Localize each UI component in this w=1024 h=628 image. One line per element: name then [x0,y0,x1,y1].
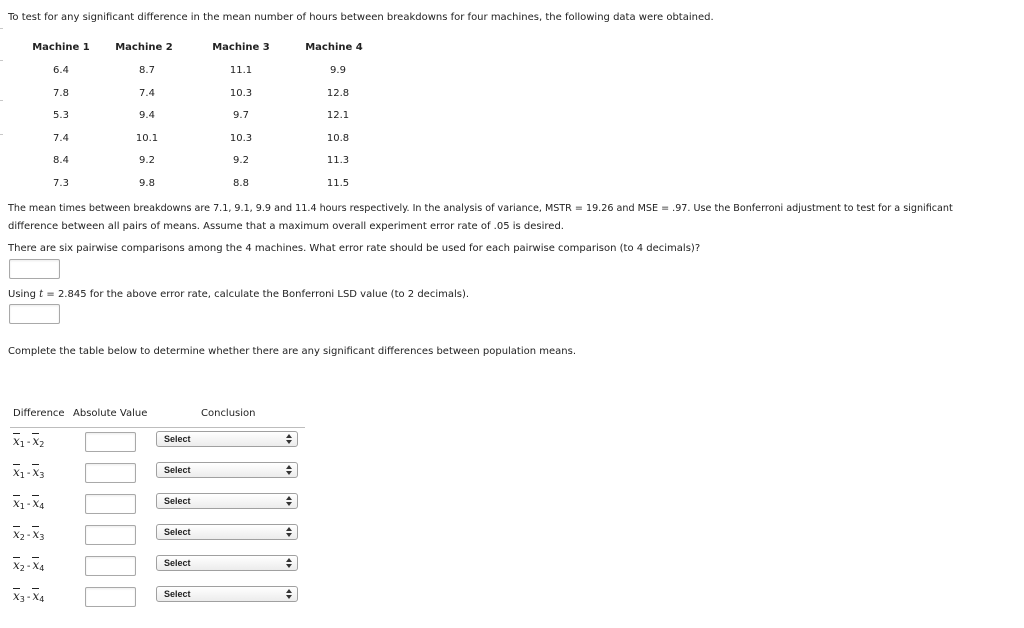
difference-label [13,434,44,448]
absolute-value-input[interactable] [85,587,136,607]
means-paragraph-line-1: The mean times between breakdowns are 7.1, 9.1, 9.9 and 11.4 hours respectively. In the analysis of variance, MSTR = 19.26 and MSE = .97. Use the Bonferroni adjustment to test for a significant [8,203,953,214]
table-cell: 12.1 [326,110,350,121]
header-machine-2: Machine 2 [115,42,173,53]
xbar-symbol: x [13,558,20,572]
absolute-value-input[interactable] [85,494,136,514]
left-margin-rule [0,0,3,628]
table-cell: 8.8 [233,178,249,189]
lsd-question [8,289,469,300]
difference-label [13,558,44,572]
up-down-arrow-icon [286,558,292,568]
table-cell: 9.4 [139,110,155,121]
xbar-symbol: x [32,496,40,510]
lsd-value-input[interactable] [9,304,60,324]
xbar-symbol: x [32,527,40,541]
table-cell: 9.8 [139,178,155,189]
error-rate-question: There are six pairwise comparisons among the 4 machines. What error rate should be used for each pairwise comparison (to 4 decimals)? [8,243,701,254]
xbar-symbol: x [32,465,40,479]
table-cell: 9.9 [330,65,346,76]
subscript: 2 [39,440,45,449]
conclusion-select[interactable] [156,462,298,478]
column-header-absolute-value: Absolute Value [73,408,148,419]
conclusion-select[interactable] [156,524,298,540]
minus-sign: - [26,468,31,479]
table-cell: 11.1 [229,65,253,76]
table-cell: 10.8 [326,133,350,144]
absolute-value-input[interactable] [85,432,136,452]
absolute-value-input[interactable] [85,463,136,483]
table-cell: 8.4 [53,155,69,166]
minus-sign: - [26,499,31,510]
table-cell: 11.5 [326,178,350,189]
minus-sign: - [26,437,31,448]
error-rate-input[interactable] [9,259,60,279]
select-label: Select [164,496,191,506]
subscript: 4 [39,564,45,573]
subscript: 3 [19,595,25,604]
up-down-arrow-icon [286,589,292,599]
header-machine-3: Machine 3 [212,42,270,53]
absolute-value-input[interactable] [85,556,136,576]
xbar-symbol: x [13,527,20,541]
conclusion-select[interactable] [156,586,298,602]
subscript: 4 [39,595,45,604]
up-down-arrow-icon [286,496,292,506]
xbar-symbol: x [13,496,20,510]
table-cell: 10.3 [229,133,253,144]
subscript: 1 [19,502,25,511]
lsd-question-post: = 2.845 for the above error rate, calculate the Bonferroni LSD value (to 2 decimals). [43,289,470,300]
column-header-difference: Difference [13,408,65,419]
difference-label [13,527,44,541]
means-paragraph-line-2: difference between all pairs of means. Assume that a maximum overall experiment error rate of .05 is desired. [8,221,564,232]
table-cell: 9.2 [233,155,249,166]
table-header-rule [10,427,305,428]
table-cell: 10.1 [135,133,159,144]
header-machine-4: Machine 4 [305,42,363,53]
minus-sign: - [26,592,31,603]
lsd-question-pre: Using [8,289,40,300]
select-label: Select [164,589,191,599]
conclusion-select[interactable] [156,555,298,571]
difference-label [13,589,44,603]
subscript: 1 [19,471,25,480]
up-down-arrow-icon [286,465,292,475]
lsd-question-t-variable: t [39,289,44,300]
table-cell: 7.3 [53,178,69,189]
table-cell: 12.8 [326,88,350,99]
xbar-symbol: x [13,589,20,603]
table-cell: 9.2 [139,155,155,166]
minus-sign: - [26,561,31,572]
conclusion-select[interactable] [156,431,298,447]
table-cell: 7.4 [53,133,69,144]
xbar-symbol: x [13,465,20,479]
table-cell: 5.3 [53,110,69,121]
select-label: Select [164,465,191,475]
table-instruction: Complete the table below to determine whether there are any significant differences between population means. [8,346,577,357]
xbar-symbol: x [32,589,40,603]
table-cell: 11.3 [326,155,350,166]
absolute-value-input[interactable] [85,525,136,545]
table-cell: 10.3 [229,88,253,99]
table-cell: 8.7 [139,65,155,76]
select-label: Select [164,558,191,568]
column-header-conclusion: Conclusion [201,408,256,419]
table-cell: 7.8 [53,88,69,99]
difference-label [13,496,44,510]
header-machine-1: Machine 1 [32,42,90,53]
xbar-symbol: x [13,434,20,448]
table-cell: 6.4 [53,65,69,76]
intro-text: To test for any significant difference in the mean number of hours between breakdowns for four machines, the following data were obtained. [8,12,714,23]
subscript: 3 [39,533,45,542]
xbar-symbol: x [32,558,40,572]
table-cell: 9.7 [233,110,249,121]
subscript: 2 [19,564,25,573]
minus-sign: - [26,530,31,541]
table-cell: 7.4 [139,88,155,99]
xbar-symbol: x [32,434,40,448]
up-down-arrow-icon [286,434,292,444]
select-label: Select [164,527,191,537]
difference-label [13,465,44,479]
up-down-arrow-icon [286,527,292,537]
subscript: 1 [19,440,25,449]
conclusion-select[interactable] [156,493,298,509]
select-label: Select [164,434,191,444]
subscript: 2 [19,533,25,542]
subscript: 4 [39,502,45,511]
subscript: 3 [39,471,45,480]
